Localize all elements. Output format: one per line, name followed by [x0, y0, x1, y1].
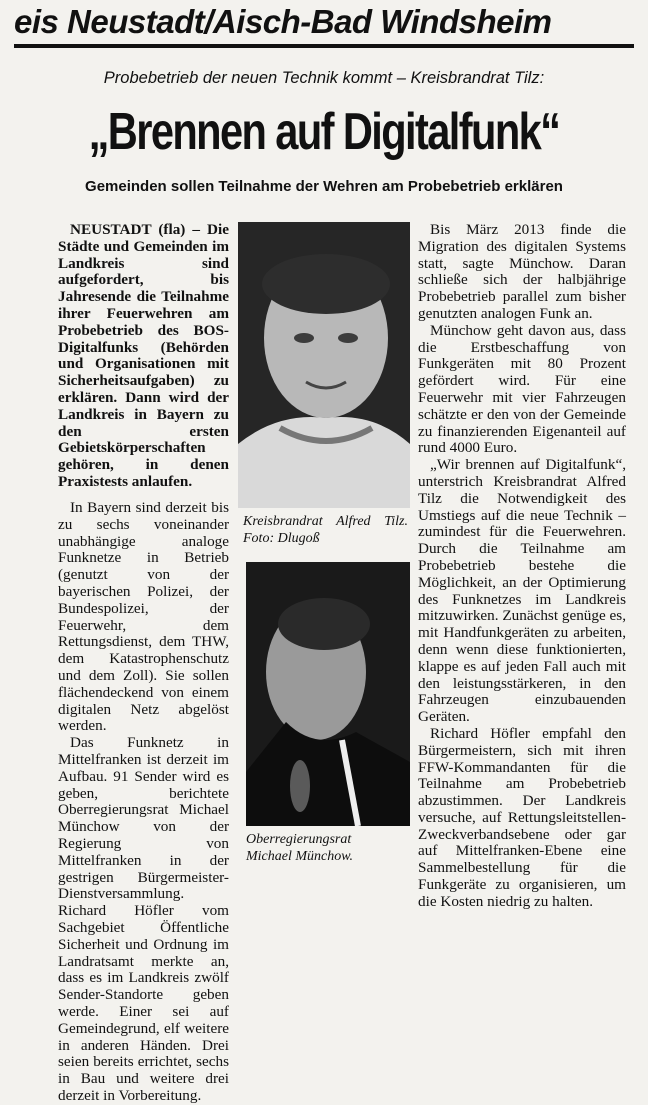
- portrait-photo-tilz: [238, 222, 410, 508]
- body-paragraph-5: „Wir brennen auf Digitalfunk“, unterstrich Kreisbrandrat Alfred Tilz die Notwendigkeit des Umstiegs auf die neue Technik – zumindest für die Feuerwehren. Durch die Teilnahme am Probebetrieb bestehe die Möglichkeit, an der Optimierung des Funknetzes im Landkreis mitzuwirken. Zunächst genüge es, mit Handfunkgeräten zu arbeiten, denn wenn diese funktionierten, klappe es auf jeden Fall auch mit den leistungsstärkeren, in den Fahrzeugen einzubauenden Geräten.: [418, 456, 626, 726]
- section-header: eis Neustadt/Aisch-Bad Windsheim: [14, 3, 552, 40]
- body-column-right: [418, 222, 626, 911]
- article-headline: „Brennen auf Digitalfunk“: [88, 103, 560, 161]
- body-column-left: [58, 500, 229, 1105]
- portrait-photo-muenchow: [246, 562, 410, 826]
- portrait-illustration-tilz: [238, 222, 410, 508]
- article-kicker: Probebetrieb der neuen Technik kommt – Kreisbrandrat Tilz:: [103, 69, 545, 87]
- portrait-illustration-muenchow: [246, 562, 410, 826]
- article-subheadline: Gemeinden sollen Teilnahme der Wehren am Probebetrieb erklären: [85, 178, 563, 195]
- lead-column: [58, 222, 229, 491]
- body-paragraph-3: Bis März 2013 finde die Migration des digitalen Systems statt, sagte Münchow. Daran schließe sich der halbjährige Probebetrieb parallel zum bisher genutzten analogen Funk an.: [418, 221, 626, 322]
- photo-caption-muenchow: Oberregierungsrat Michael Münchow.: [246, 832, 354, 864]
- body-paragraph-1: In Bayern sind derzeit bis zu sechs voneinander unabhängige analoge Funknetze in Betrieb (genutzt von der bayerischen Polizei, der Bundespolizei, der Feuerwehr, dem Rettungsdienst, dem THW, dem Katastrophenschutz und dem Zoll). Sie sollen flächendeckend von einem digitalen Netz abgelöst werden.: [58, 499, 229, 735]
- header-rule: [14, 44, 634, 48]
- lead-paragraph: NEUSTADT (fla) – Die Städte und Gemeinden im Landkreis sind aufgefordert, bis Jahresende die Teilnahme ihrer Feuerwehren am Probebetrieb des BOS-Digitalfunks (Behörden und Organisationen mit Sicherheitsaufgaben) zu erklären. Dann wird der Landkreis in Bayern zu den ersten Gebietskörperschaften gehören, in denen Praxistests anlaufen.: [58, 221, 229, 490]
- body-paragraph-4: Münchow geht davon aus, dass die Erstbeschaffung von Funkgeräten mit 80 Prozent gefördert wird. Für eine Feuerwehr mit vier Fahrzeugen schätzte er den von der Gemeinde zu finanzierenden Eigenanteil auf rund 4000 Euro.: [418, 321, 626, 457]
- body-paragraph-6: Richard Höfler empfahl den Bürgermeistern, sich mit ihren FFW-Kommandanten für die Teilnahme am Probebetrieb abzustimmen. Der Landkreis versuche, auf Rettungsleitstellen- Zweckverbandsebene oder gar auf Mittelfranken-Ebene eine Sammelbestellung für die Funkgeräte zu organisieren, um die Kosten niedrig zu halten.: [418, 724, 626, 910]
- photo-caption-tilz: Kreisbrandrat Alfred Tilz. Foto: Dlugoß: [243, 514, 408, 546]
- body-paragraph-2: Das Funknetz in Mittelfranken ist derzeit im Aufbau. 91 Sender wird es geben, berichtete Oberregierungsrat Michael Münchow von der Regierung von Mittelfranken in der gestrigen Bürgermeister-Dienstversammlung. Richard Höfler vom Sachgebiet Öffentliche Sicherheit und Ordnung im Landratsamt merkte an, dass es im Landkreis zwölf Sender-Standorte geben werde. Einer sei auf Gemeindegrund, elf weitere in anderen Händen. Drei seien bereits errichtet, sechs in Bau und weitere drei derzeit in Vorbereitung.: [58, 734, 229, 1104]
